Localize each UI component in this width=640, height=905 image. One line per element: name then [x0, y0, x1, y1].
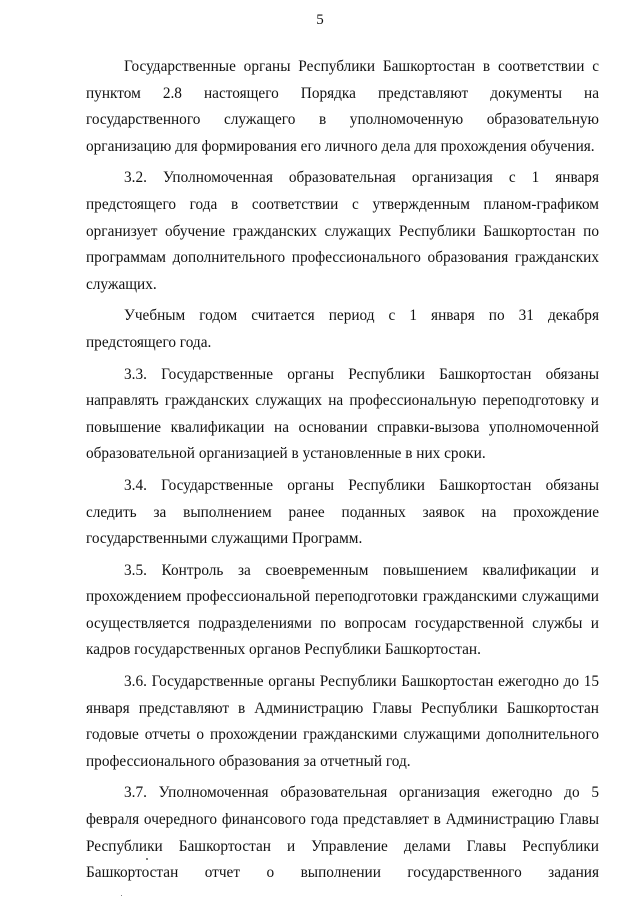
paragraph-3-6: 3.6. Государственные органы Республики Башкортостан ежегодно до 15 января представляют в Администрацию Главы Республики Башкортостан годовые отчеты о прохождении гражданскими служащими дополнительного профессионального образования за отчетный год. [86, 673, 599, 770]
paragraph-3-7: 3.7. Уполномоченная образовательная организация ежегодно до 5 февраля очередного финансового года представляет в Администрацию Главы Республики Башкортостан и Управление делами Главы Республики Башкортостан отчет о выполнении государственного задания [86, 784, 599, 882]
paragraph-academic-year: Учебным годом считается период с 1 января по 31 декабря предстоящего года. [86, 307, 599, 351]
paragraph-documents-submission: Государственные органы Республики Башкортостан в соответствии с пунктом 2.8 настоящего Порядка представляют документы на государственного служащего в уполномоченную образовательную организацию для формирования его личного дела для прохождения обучения. [86, 58, 599, 155]
scan-speck [146, 858, 148, 860]
paragraph-3-5: 3.5. Контроль за своевременным повышением квалификации и прохождением профессиональной переподготовки гражданскими служащими осуществляется подразделениями по вопросам государственной службы и кадров государственных органов Республики Башкортостан. [86, 561, 599, 659]
document-body [86, 54, 599, 892]
page-number: 5 [316, 12, 324, 28]
paragraph-3-4: 3.4. Государственные органы Республики Башкортостан обязаны следить за выполнением ранее поданных заявок на прохождение государственными служащими Программ. [86, 476, 599, 548]
paragraph-3-2: 3.2. Уполномоченная образовательная организация с 1 января предстоящего года в соответствии с утвержденным планом-графиком организует обучение гражданских служащих Республики Башкортостан по программам дополнительного профессионального образования гражданских служащих. [86, 169, 599, 293]
paragraph-3-3: 3.3. Государственные органы Республики Башкортостан обязаны направлять гражданских служащих на профессиональную переподготовку и повышение квалификации на основании справки-вызова уполномоченной образовательной организацией в установленные в них сроки. [86, 365, 599, 463]
scan-speck [121, 895, 122, 896]
